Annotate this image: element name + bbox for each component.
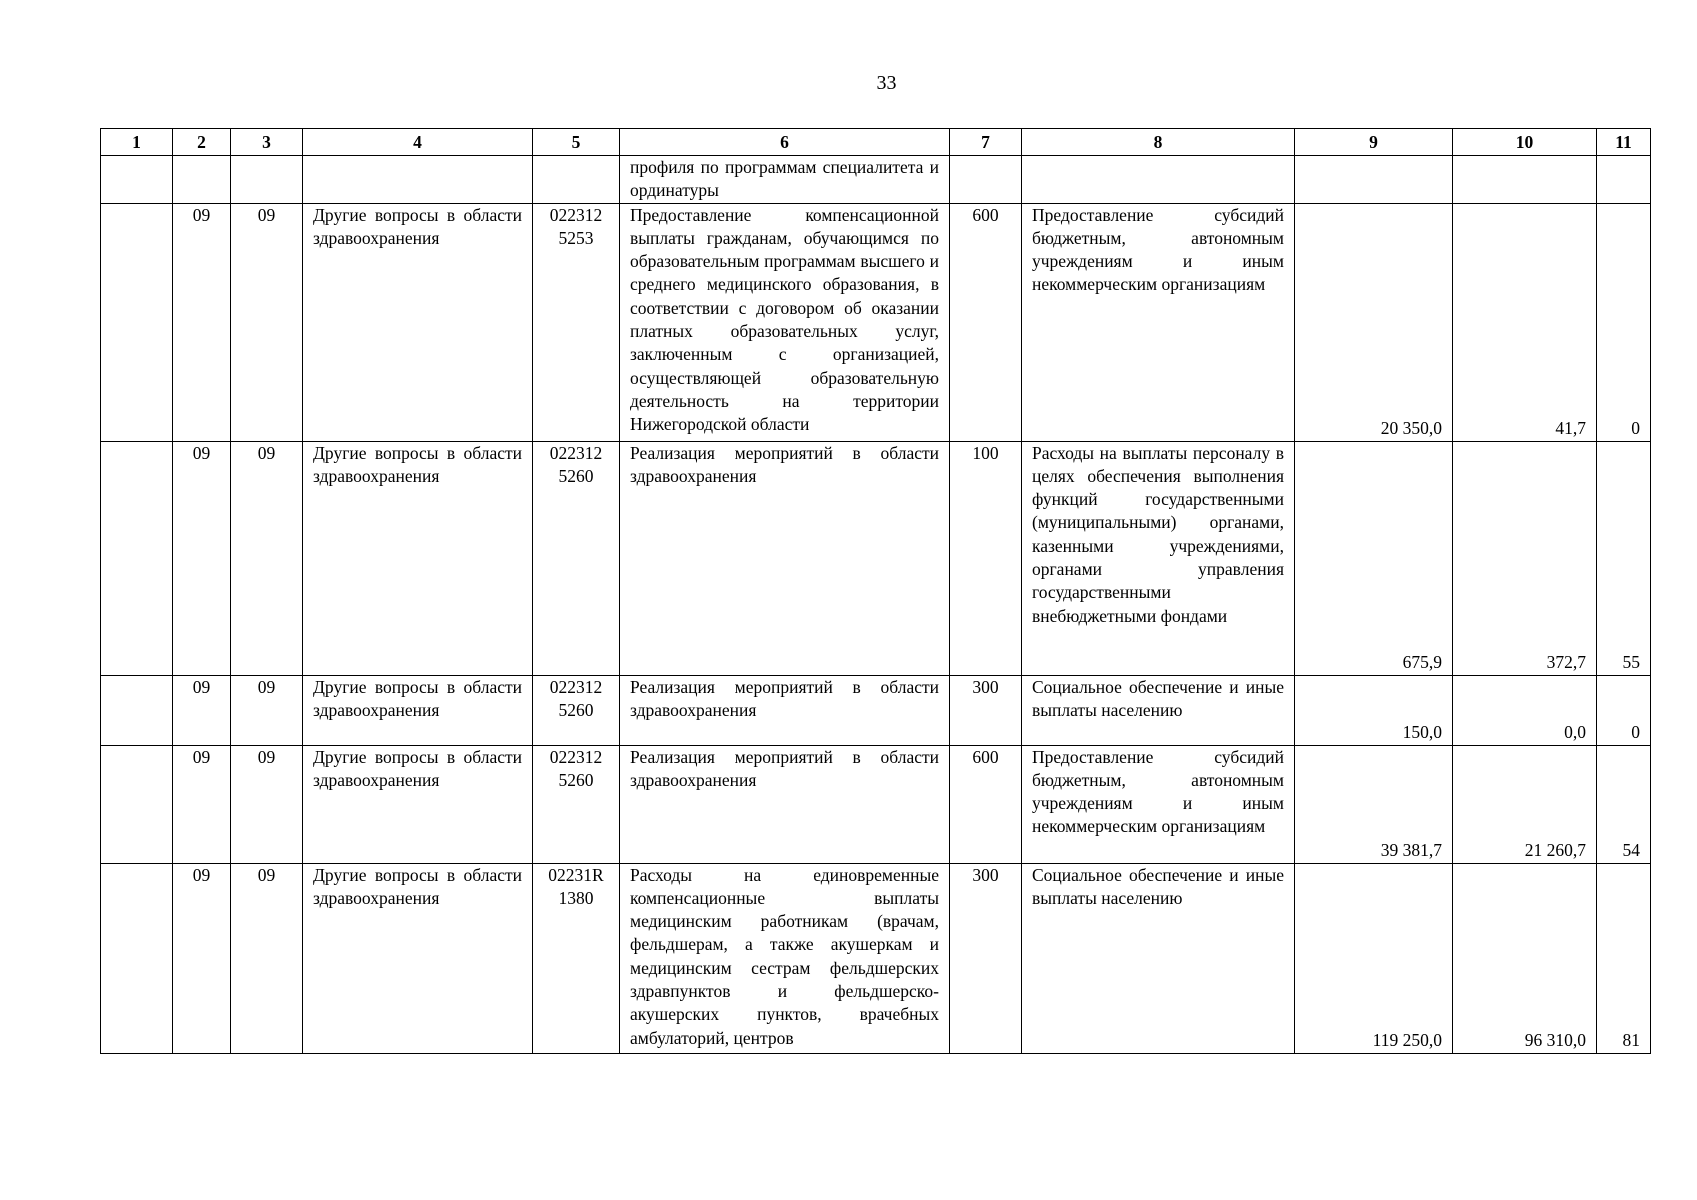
section-cell: 09 (173, 863, 231, 1053)
section-name-cell: Другие вопросы в области здравоохранения (303, 675, 533, 745)
header-cell: 4 (303, 129, 533, 156)
table-row (101, 441, 1651, 675)
expense-type-cell: 100 (950, 441, 1022, 675)
row-number-cell (101, 441, 173, 675)
expense-type-cell (950, 156, 1022, 204)
expense-type-cell: 300 (950, 675, 1022, 745)
section-cell: 09 (173, 441, 231, 675)
header-cell: 6 (620, 129, 950, 156)
expense-type-name-cell: Социальное обеспечение и иные выплаты населению (1022, 863, 1295, 1053)
percent-cell: 0 (1597, 675, 1651, 745)
percent-cell (1597, 156, 1651, 204)
percent-cell: 81 (1597, 863, 1651, 1053)
section-name-cell: Другие вопросы в области здравоохранения (303, 441, 533, 675)
header-cell: 11 (1597, 129, 1651, 156)
row-number-cell (101, 156, 173, 204)
actual-amount-cell (1453, 156, 1597, 204)
header-cell: 3 (231, 129, 303, 156)
header-cell: 9 (1295, 129, 1453, 156)
expense-type-name-cell: Предоставление субсидий бюджетным, автономным учреждениям и иным некоммерческим организациям (1022, 203, 1295, 441)
header-row (101, 129, 1651, 156)
target-article-cell: 022312 5260 (533, 675, 620, 745)
header-cell: 7 (950, 129, 1022, 156)
target-article-name-cell: Реализация мероприятий в области здравоохранения (620, 745, 950, 863)
row-number-cell (101, 675, 173, 745)
subsection-cell: 09 (231, 203, 303, 441)
percent-cell: 0 (1597, 203, 1651, 441)
section-name-cell: Другие вопросы в области здравоохранения (303, 863, 533, 1053)
table-row (101, 745, 1651, 863)
row-number-cell (101, 203, 173, 441)
plan-amount-cell: 119 250,0 (1295, 863, 1453, 1053)
subsection-cell: 09 (231, 863, 303, 1053)
target-article-cell (533, 156, 620, 204)
target-article-cell: 022312 5260 (533, 745, 620, 863)
plan-amount-cell: 20 350,0 (1295, 203, 1453, 441)
expense-type-name-cell: Предоставление субсидий бюджетным, автономным учреждениям и иным некоммерческим организациям (1022, 745, 1295, 863)
target-article-cell: 022312 5260 (533, 441, 620, 675)
target-article-name-cell: Реализация мероприятий в области здравоохранения (620, 675, 950, 745)
section-cell (173, 156, 231, 204)
expense-type-name-cell (1022, 156, 1295, 204)
table-row (101, 675, 1651, 745)
target-article-cell: 022312 5253 (533, 203, 620, 441)
section-name-cell: Другие вопросы в области здравоохранения (303, 745, 533, 863)
expense-type-cell: 300 (950, 863, 1022, 1053)
subsection-cell: 09 (231, 745, 303, 863)
subsection-cell: 09 (231, 441, 303, 675)
actual-amount-cell: 41,7 (1453, 203, 1597, 441)
budget-table (100, 128, 1651, 1054)
header-cell: 8 (1022, 129, 1295, 156)
expense-type-name-cell: Социальное обеспечение и иные выплаты населению (1022, 675, 1295, 745)
percent-cell: 54 (1597, 745, 1651, 863)
expense-type-cell: 600 (950, 203, 1022, 441)
plan-amount-cell: 150,0 (1295, 675, 1453, 745)
target-article-cell: 02231R 1380 (533, 863, 620, 1053)
expense-type-name-cell: Расходы на выплаты персоналу в целях обеспечения выполнения функций государственными (муниципальными) органами, казенными учреждениями, органами управления государственными внебюджетными фондами (1022, 441, 1295, 675)
plan-amount-cell: 675,9 (1295, 441, 1453, 675)
header-cell: 2 (173, 129, 231, 156)
header-cell: 5 (533, 129, 620, 156)
page-number: 33 (876, 72, 897, 94)
percent-cell: 55 (1597, 441, 1651, 675)
plan-amount-cell (1295, 156, 1453, 204)
header-cell: 10 (1453, 129, 1597, 156)
subsection-cell: 09 (231, 675, 303, 745)
table-row (101, 863, 1651, 1053)
plan-amount-cell: 39 381,7 (1295, 745, 1453, 863)
section-cell: 09 (173, 203, 231, 441)
target-article-name-cell: Предоставление компенсационной выплаты гражданам, обучающимся по образовательным программам высшего и среднего медицинского образования, в соответствии с договором об оказании платных образовательных услуг, заключенным с организацией, осуществляющей образовательную деятельность на территории Нижегородской области (620, 203, 950, 441)
actual-amount-cell: 96 310,0 (1453, 863, 1597, 1053)
section-name-cell: Другие вопросы в области здравоохранения (303, 203, 533, 441)
header-cell: 1 (101, 129, 173, 156)
expense-type-cell: 600 (950, 745, 1022, 863)
actual-amount-cell: 21 260,7 (1453, 745, 1597, 863)
target-article-name-cell: Реализация мероприятий в области здравоохранения (620, 441, 950, 675)
target-article-name-cell: профиля по программам специалитета и ординатуры (620, 156, 950, 204)
row-number-cell (101, 863, 173, 1053)
table-row (101, 203, 1651, 441)
actual-amount-cell: 0,0 (1453, 675, 1597, 745)
section-cell: 09 (173, 745, 231, 863)
target-article-name-cell: Расходы на единовременные компенсационные выплаты медицинским работникам (врачам, фельдшерам, а также акушеркам и медицинским сестрам фельдшерских здравпунктов и фельдшерско-акушерских пунктов, врачебных амбулаторий, центров (620, 863, 950, 1053)
subsection-cell (231, 156, 303, 204)
actual-amount-cell: 372,7 (1453, 441, 1597, 675)
section-cell: 09 (173, 675, 231, 745)
table-row (101, 156, 1651, 204)
section-name-cell (303, 156, 533, 204)
row-number-cell (101, 745, 173, 863)
